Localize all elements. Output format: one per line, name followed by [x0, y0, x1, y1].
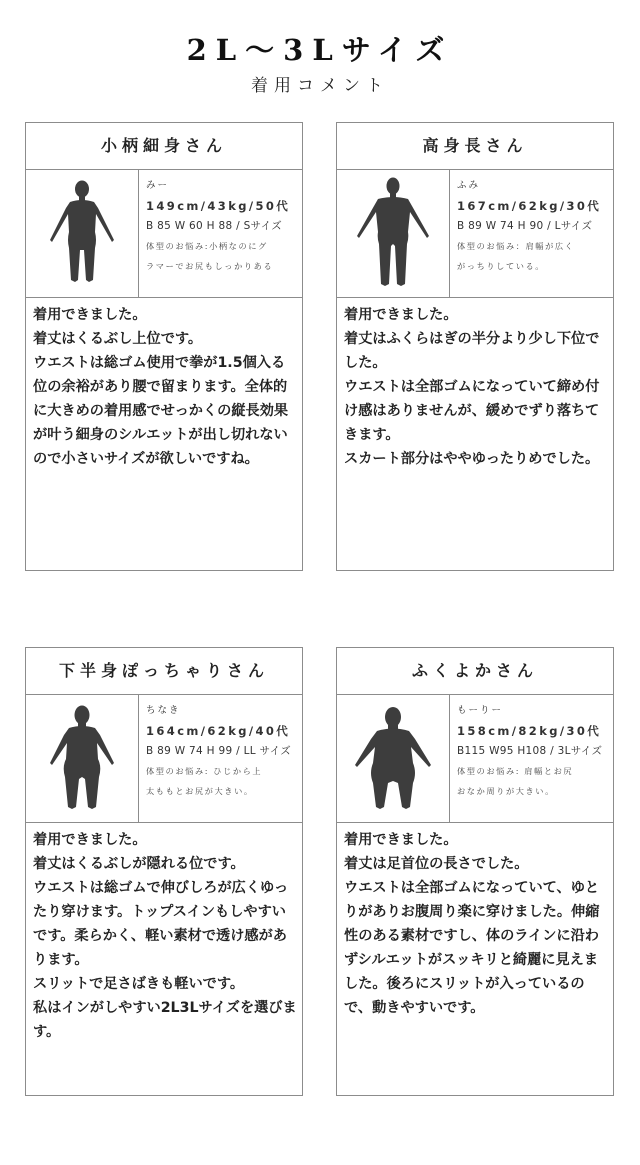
height-weight-age: 149cm/43kg/50代 — [146, 199, 291, 213]
body-type-heading: ふくよかさん — [337, 648, 613, 695]
profile-row — [337, 170, 613, 298]
body-concern-line-2: 太ももとお尻が大きい。 — [146, 786, 254, 796]
page-subtitle: 着用コメント — [251, 76, 389, 96]
body-concern-line-1: 体型のお悩み: 肩幅とお尻 — [457, 766, 574, 776]
page-title: 2L～3Lサイズ — [186, 33, 454, 67]
full-body-silhouette-icon — [351, 701, 435, 817]
body-concern-line-2: ラマーでお尻もしっかりある — [146, 261, 274, 271]
tall-body-silhouette-icon — [351, 176, 435, 292]
review-card — [25, 647, 303, 1096]
measurements-size: B115 W95 H108 / 3Lサイズ — [457, 745, 603, 757]
body-type-heading: 高身長さん — [337, 123, 613, 170]
nickname: ふみ — [457, 180, 481, 191]
nickname: ちなき — [146, 705, 181, 716]
review-card — [336, 122, 614, 571]
profile-row — [26, 695, 302, 823]
review-card — [25, 122, 303, 571]
body-type-heading: 下半身ぽっちゃりさん — [26, 648, 302, 695]
body-concern-line-2: おなか周りが大きい。 — [457, 786, 555, 796]
profile-info — [457, 701, 613, 801]
curvy-lower-body-silhouette-icon — [40, 701, 124, 817]
figure-cell — [337, 170, 450, 297]
profile-info — [457, 176, 613, 276]
body-type-heading: 小柄細身さん — [26, 123, 302, 170]
profile-info — [146, 701, 302, 801]
body-concern-line-2: がっちりしている。 — [457, 261, 546, 271]
height-weight-age: 158cm/82kg/30代 — [457, 724, 602, 738]
profile-info — [146, 176, 302, 276]
profile-row — [337, 695, 613, 823]
profile-row — [26, 170, 302, 298]
figure-cell — [26, 695, 139, 822]
wearing-comment: 着用できました。 着丈はくるぶし上位です。 ウエストは総ゴム使用で拳が1.5個入る位の余裕があり腰で留まります。全体的に大きめの着用感でせっかくの縦長効果が叶う細身のシルエットが出し切れないので小さいサイズが欲しいですね。 — [33, 307, 289, 467]
figure-cell — [26, 170, 139, 297]
measurements-size: B 89 W 74 H 99 / LL サイズ — [146, 745, 292, 757]
nickname: みー — [146, 180, 170, 191]
wearing-comment: 着用できました。 着丈はくるぶしが隠れる位です。 ウエストは総ゴムで伸びしろが広くゆったり穿けます。トップスインもしやすいです。柔らかく、軽い素材で透け感があります。 スリットで足さばきも軽いです。 私はインがしやすい2L3Lサイズを選びます。 — [33, 832, 297, 1040]
review-card — [336, 647, 614, 1096]
nickname: もーりー — [457, 705, 504, 716]
wearing-comment: 着用できました。 着丈はふくらはぎの半分より少し下位でした。 ウエストは全部ゴムになっていて締め付け感はありませんが、緩めでずり落ちてきます。 スカート部分はややゆったりめでした。 — [344, 307, 600, 467]
measurements-size: B 89 W 74 H 90 / Lサイズ — [457, 220, 593, 232]
body-concern-line-1: 体型のお悩み:小柄なのにグ — [146, 241, 268, 251]
body-concern-line-1: 体型のお悩み：肩幅が広く — [457, 241, 575, 251]
height-weight-age: 164cm/62kg/40代 — [146, 724, 291, 738]
slim-body-silhouette-icon — [40, 176, 124, 288]
height-weight-age: 167cm/62kg/30代 — [457, 199, 602, 213]
wearing-comment: 着用できました。 着丈は足首位の長さでした。 ウエストは全部ゴムになっていて、ゆとりがありお腹周り楽に穿けました。伸縮性のある素材ですし、体のラインに沿わずシルエットがスッキリと綺麗に見えました。後ろにスリットが入っているので、動きやすいです。 — [344, 832, 600, 1016]
figure-cell — [337, 695, 450, 822]
body-concern-line-1: 体型のお悩み: ひじから上 — [146, 766, 263, 776]
measurements-size: B 85 W 60 H 88 / Sサイズ — [146, 220, 283, 232]
